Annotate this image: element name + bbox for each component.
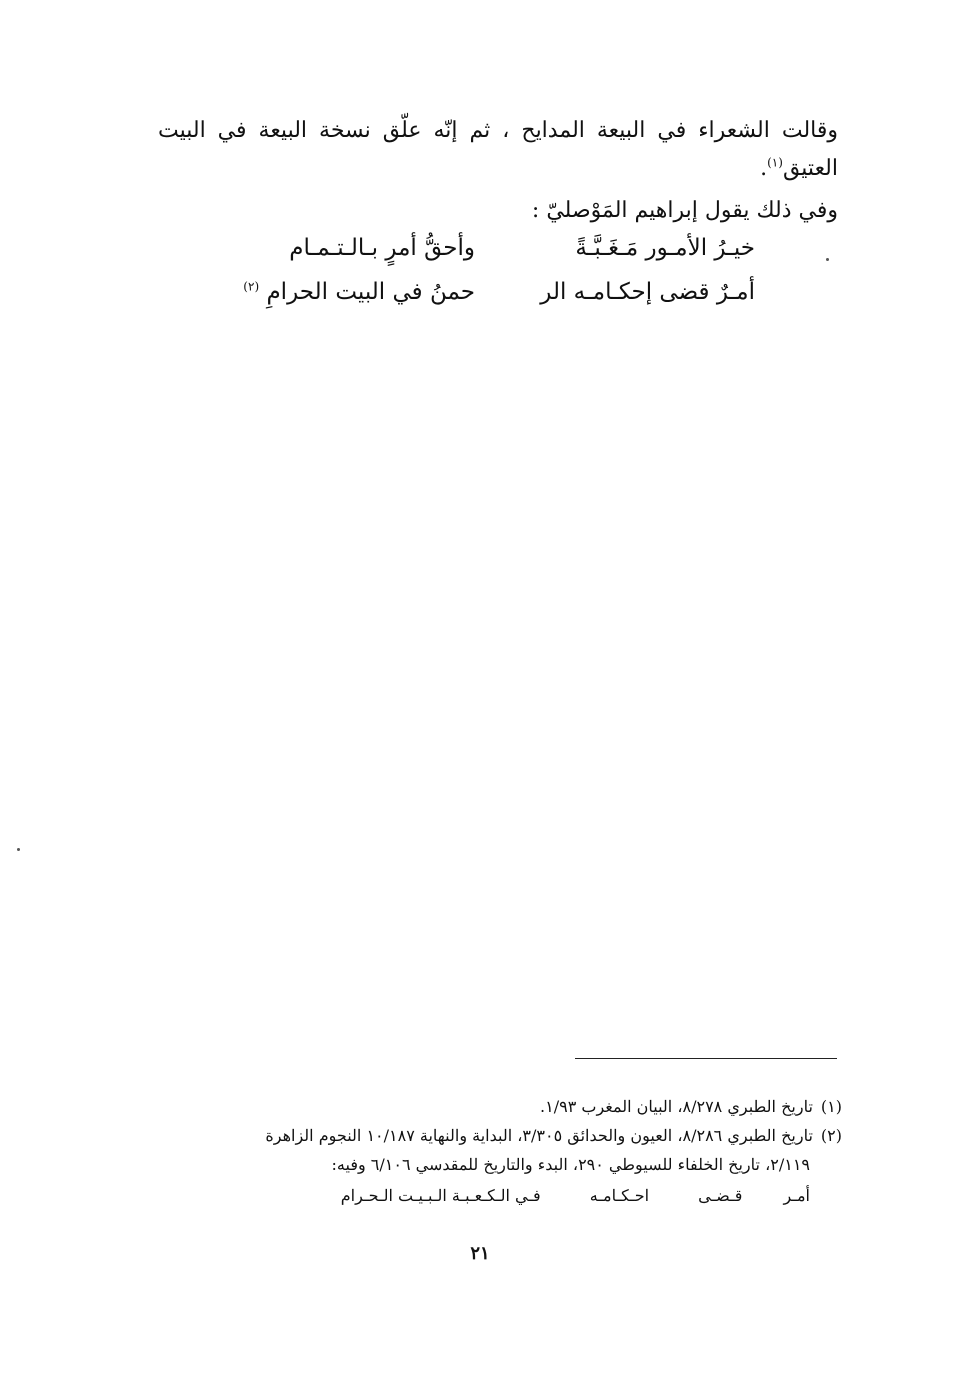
verse-2-second-text: حمنُ في البيت الحرامِ [266,279,475,305]
paragraph-1-end: . [760,156,768,181]
footnote-verse-word-1: أمـر [783,1186,810,1205]
scan-speck [17,848,20,851]
footnote-verse-word-3: احـكـامـه [589,1186,650,1205]
footnote-2-text: تاريخ الطبري ٨/٢٨٦، العيون والحدائق ٣/٣٠٥، البداية والنهاية ١٠/١٨٧ النجوم الزاهرة [265,1126,813,1145]
footnote-2-continuation: ٢/١١٩، تاريخ الخلفاء للسيوطي ٢٩٠، البدء والتاريخ للمقدسي ٦/١٠٦ وفيه: [331,1155,810,1174]
paragraph-1-text: وقالت الشعراء في البيعة المدايح ، ثم إنّه علّق نسخة البيعة في البيت العتيق [158,118,838,181]
footnote-2-number: (٢) [820,1126,842,1145]
footnote-1-text: تاريخ الطبري ٨/٢٧٨، البيان المغرب ١/٩٣. [540,1097,813,1116]
footnote-2 [132,1122,842,1150]
body-paragraph-1 [158,112,838,188]
verse-2-first-hemistich: أمـرٌ قضى إحكـامـه الر [540,279,755,305]
page-number: ٢١ [470,1243,490,1264]
footnote-verse [210,1182,810,1210]
footnote-verse-word-4: فـي الـكـعـبـة الـبـيـت الـحـرام [340,1186,541,1205]
body-paragraph-2: وفي ذلك يقول إبراهيم المَوْصليّ : [531,198,838,223]
footnote-divider [575,1058,837,1059]
scan-speck [826,258,829,261]
footnote-verse-word-2: قـضـى [698,1186,743,1205]
verse-1-second-hemistich: وأحقُّ أمرٍ بـالـتـمـام [289,235,475,261]
footnote-ref-2[interactable]: (٢) [243,279,260,294]
verse-2-second-hemistich [243,276,475,308]
footnote-1 [132,1093,842,1121]
footnote-ref-1[interactable]: (١) [767,155,783,170]
verse-1-first-hemistich: خيـرُ الأمـور مَـغَـبَّـةً [575,235,755,261]
footnote-1-number: (١) [820,1097,842,1116]
